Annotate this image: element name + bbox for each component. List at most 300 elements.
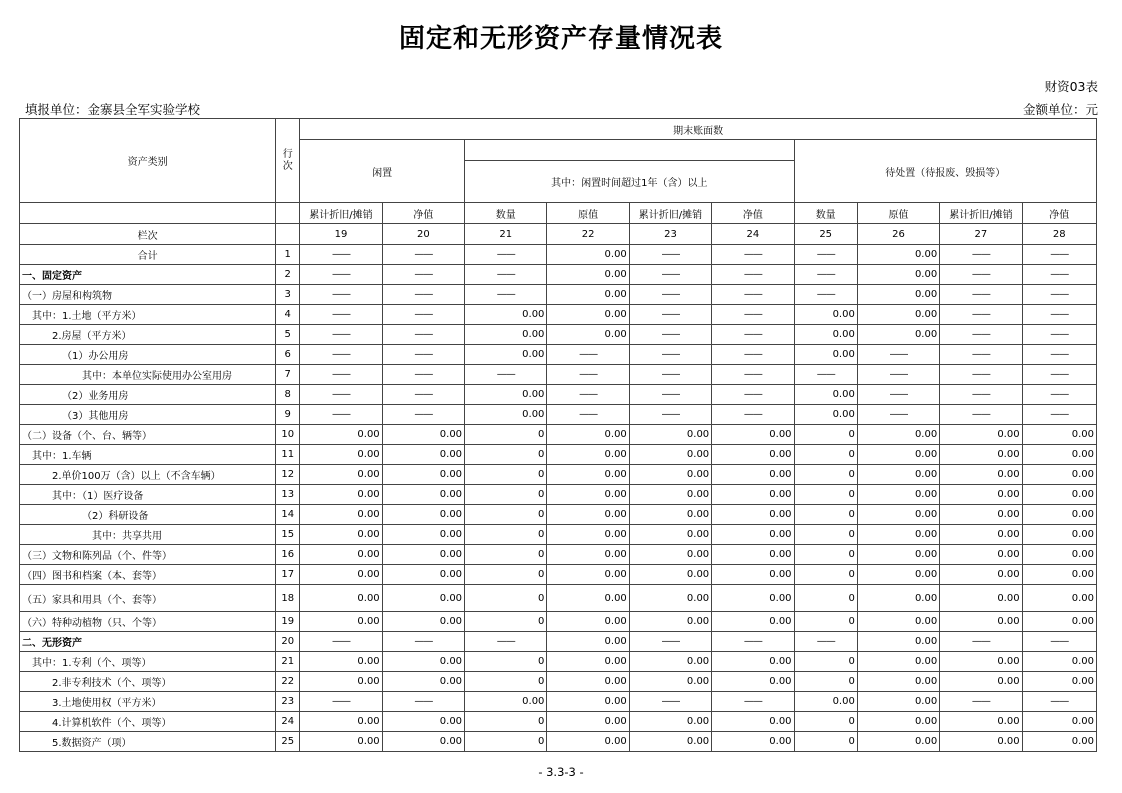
row-number: 23 bbox=[276, 692, 300, 712]
table-row bbox=[20, 692, 1097, 712]
table-cell: —— bbox=[629, 325, 711, 345]
header-sub-col: 净值 bbox=[1022, 203, 1096, 224]
header-line-no: 行次 bbox=[276, 119, 300, 203]
table-cell: 0.00 bbox=[1022, 672, 1096, 692]
table-cell: 0.00 bbox=[794, 345, 857, 365]
table-cell: 0.00 bbox=[382, 652, 464, 672]
table-cell: —— bbox=[940, 305, 1022, 325]
row-number: 18 bbox=[276, 585, 300, 612]
table-cell: —— bbox=[1022, 285, 1096, 305]
table-cell: 0.00 bbox=[794, 692, 857, 712]
row-number: 19 bbox=[276, 612, 300, 632]
table-row bbox=[20, 385, 1097, 405]
row-label: （三）文物和陈列品（个、件等） bbox=[20, 545, 276, 565]
row-label: 4.计算机软件（个、项等） bbox=[20, 712, 276, 732]
table-cell: —— bbox=[794, 285, 857, 305]
col-number: 23 bbox=[629, 224, 711, 245]
table-cell: —— bbox=[857, 365, 939, 385]
table-cell: —— bbox=[547, 345, 629, 365]
table-cell: 0.00 bbox=[382, 672, 464, 692]
table-cell: —— bbox=[547, 385, 629, 405]
row-label: 一、固定资产 bbox=[20, 265, 276, 285]
table-cell: —— bbox=[940, 385, 1022, 405]
row-number: 22 bbox=[276, 672, 300, 692]
header-sub-col: 累计折旧/摊销 bbox=[629, 203, 711, 224]
table-cell: 0.00 bbox=[712, 445, 794, 465]
table-row bbox=[20, 485, 1097, 505]
table-cell: 0.00 bbox=[465, 305, 547, 325]
table-cell: —— bbox=[382, 405, 464, 425]
table-cell: 0.00 bbox=[857, 485, 939, 505]
table-cell: —— bbox=[794, 365, 857, 385]
table-cell: 0.00 bbox=[857, 465, 939, 485]
table-cell: 0 bbox=[465, 652, 547, 672]
table-cell: 0.00 bbox=[382, 465, 464, 485]
table-cell: 0.00 bbox=[629, 732, 711, 752]
table-cell: 0.00 bbox=[300, 732, 382, 752]
row-number: 2 bbox=[276, 265, 300, 285]
row-label: （一）房屋和构筑物 bbox=[20, 285, 276, 305]
table-cell: 0.00 bbox=[629, 585, 711, 612]
table-cell: —— bbox=[1022, 385, 1096, 405]
table-cell: 0.00 bbox=[712, 672, 794, 692]
table-cell: —— bbox=[1022, 365, 1096, 385]
table-cell: 0.00 bbox=[382, 712, 464, 732]
table-row bbox=[20, 632, 1097, 652]
table-cell: —— bbox=[300, 692, 382, 712]
table-cell: 0.00 bbox=[629, 652, 711, 672]
table-cell: 0.00 bbox=[629, 525, 711, 545]
table-cell: 0.00 bbox=[300, 485, 382, 505]
table-cell: 0 bbox=[465, 545, 547, 565]
table-cell: 0.00 bbox=[940, 612, 1022, 632]
table-cell: 0.00 bbox=[547, 632, 629, 652]
row-label: 3.土地使用权（平方米） bbox=[20, 692, 276, 712]
table-cell: 0.00 bbox=[300, 585, 382, 612]
col-number: 19 bbox=[300, 224, 382, 245]
table-cell: —— bbox=[712, 632, 794, 652]
table-cell: 0.00 bbox=[857, 565, 939, 585]
row-label: （六）特种动植物（只、个等） bbox=[20, 612, 276, 632]
row-number: 10 bbox=[276, 425, 300, 445]
table-cell: 0.00 bbox=[629, 565, 711, 585]
row-label: （3）其他用房 bbox=[20, 405, 276, 425]
table-cell: 0.00 bbox=[382, 445, 464, 465]
table-cell: 0.00 bbox=[629, 612, 711, 632]
row-number: 15 bbox=[276, 525, 300, 545]
table-cell: 0.00 bbox=[794, 305, 857, 325]
table-row bbox=[20, 732, 1097, 752]
table-cell: —— bbox=[1022, 325, 1096, 345]
table-cell: 0.00 bbox=[712, 712, 794, 732]
table-cell: —— bbox=[629, 632, 711, 652]
table-row bbox=[20, 465, 1097, 485]
table-row bbox=[20, 652, 1097, 672]
table-cell: 0.00 bbox=[547, 612, 629, 632]
table-cell: 0.00 bbox=[465, 692, 547, 712]
table-cell: 0 bbox=[465, 732, 547, 752]
header-sub-col: 净值 bbox=[382, 203, 464, 224]
table-cell: —— bbox=[712, 385, 794, 405]
table-cell: —— bbox=[465, 632, 547, 652]
table-cell: 0 bbox=[794, 652, 857, 672]
col-number: 21 bbox=[465, 224, 547, 245]
table-cell: 0.00 bbox=[629, 445, 711, 465]
table-cell: —— bbox=[300, 385, 382, 405]
col-number: 25 bbox=[794, 224, 857, 245]
table-cell: 0.00 bbox=[629, 505, 711, 525]
table-cell: 0.00 bbox=[382, 505, 464, 525]
table-cell: 0.00 bbox=[629, 485, 711, 505]
table-row bbox=[20, 265, 1097, 285]
table-cell: —— bbox=[629, 285, 711, 305]
row-number: 17 bbox=[276, 565, 300, 585]
table-row bbox=[20, 585, 1097, 612]
table-row bbox=[20, 445, 1097, 465]
table-cell: 0.00 bbox=[940, 425, 1022, 445]
table-row bbox=[20, 545, 1097, 565]
col-number: 28 bbox=[1022, 224, 1096, 245]
table-cell: 0.00 bbox=[547, 245, 629, 265]
table-cell: 0.00 bbox=[712, 585, 794, 612]
header-sub-col: 累计折旧/摊销 bbox=[940, 203, 1022, 224]
table-cell: 0 bbox=[465, 712, 547, 732]
table-cell: —— bbox=[629, 365, 711, 385]
table-cell: 0.00 bbox=[712, 565, 794, 585]
row-label: 其中：1.车辆 bbox=[20, 445, 276, 465]
row-label: 2.房屋（平方米） bbox=[20, 325, 276, 345]
table-cell: —— bbox=[382, 285, 464, 305]
table-cell: 0.00 bbox=[1022, 585, 1096, 612]
table-cell: —— bbox=[382, 365, 464, 385]
row-number: 1 bbox=[276, 245, 300, 265]
table-cell: 0.00 bbox=[712, 425, 794, 445]
table-cell: 0.00 bbox=[940, 445, 1022, 465]
table-cell: 0.00 bbox=[300, 612, 382, 632]
table-cell: 0.00 bbox=[940, 525, 1022, 545]
table-cell: —— bbox=[1022, 692, 1096, 712]
table-row bbox=[20, 672, 1097, 692]
table-cell: 0.00 bbox=[857, 305, 939, 325]
table-cell: —— bbox=[382, 245, 464, 265]
table-cell: 0.00 bbox=[857, 632, 939, 652]
header-sub-col: 原值 bbox=[857, 203, 939, 224]
table-cell: —— bbox=[465, 245, 547, 265]
table-cell: —— bbox=[1022, 345, 1096, 365]
table-cell: 0.00 bbox=[300, 545, 382, 565]
table-cell: —— bbox=[382, 345, 464, 365]
table-row bbox=[20, 425, 1097, 445]
table-cell: 0.00 bbox=[712, 612, 794, 632]
table-cell: 0 bbox=[465, 525, 547, 545]
table-cell: 0.00 bbox=[300, 712, 382, 732]
table-cell: 0.00 bbox=[1022, 732, 1096, 752]
table-cell: 0 bbox=[794, 465, 857, 485]
table-cell: —— bbox=[300, 325, 382, 345]
table-cell: —— bbox=[857, 345, 939, 365]
table-cell: 0.00 bbox=[1022, 485, 1096, 505]
table-cell: 0.00 bbox=[382, 585, 464, 612]
table-cell: 0.00 bbox=[712, 465, 794, 485]
table-cell: 0.00 bbox=[547, 465, 629, 485]
row-number: 25 bbox=[276, 732, 300, 752]
table-cell: 0 bbox=[794, 732, 857, 752]
row-label: （五）家具和用具（个、套等） bbox=[20, 585, 276, 612]
table-cell: 0.00 bbox=[1022, 565, 1096, 585]
table-row bbox=[20, 505, 1097, 525]
table-cell: 0.00 bbox=[857, 692, 939, 712]
table-cell: —— bbox=[794, 632, 857, 652]
header-sub-col: 数量 bbox=[794, 203, 857, 224]
table-cell: —— bbox=[465, 365, 547, 385]
table-cell: 0.00 bbox=[857, 612, 939, 632]
table-cell: 0.00 bbox=[382, 425, 464, 445]
table-cell: 0.00 bbox=[382, 732, 464, 752]
table-cell: —— bbox=[629, 265, 711, 285]
row-number: 4 bbox=[276, 305, 300, 325]
table-cell: 0.00 bbox=[300, 565, 382, 585]
row-number: 14 bbox=[276, 505, 300, 525]
table-cell: 0.00 bbox=[547, 712, 629, 732]
page-footer: - 3.3-3 - bbox=[538, 765, 584, 779]
table-cell: —— bbox=[940, 345, 1022, 365]
table-cell: 0 bbox=[794, 712, 857, 732]
table-row bbox=[20, 305, 1097, 325]
table-cell: 0.00 bbox=[547, 585, 629, 612]
table-cell: 0.00 bbox=[629, 465, 711, 485]
header-idle-over-1yr: 其中：闲置时间超过1年（含）以上 bbox=[465, 161, 795, 203]
row-number: 3 bbox=[276, 285, 300, 305]
header-category: 资产类别 bbox=[20, 119, 276, 203]
col-number: 24 bbox=[712, 224, 794, 245]
table-row bbox=[20, 612, 1097, 632]
table-row bbox=[20, 405, 1097, 425]
table-row bbox=[20, 245, 1097, 265]
table-cell: 0.00 bbox=[712, 732, 794, 752]
table-cell: 0 bbox=[794, 585, 857, 612]
row-label: 5.数据资产（项） bbox=[20, 732, 276, 752]
table-cell: 0 bbox=[794, 505, 857, 525]
table-cell: 0.00 bbox=[382, 612, 464, 632]
table-cell: 0.00 bbox=[382, 545, 464, 565]
table-cell: 0.00 bbox=[629, 712, 711, 732]
table-cell: 0.00 bbox=[382, 485, 464, 505]
table-cell: —— bbox=[629, 405, 711, 425]
table-cell: 0.00 bbox=[547, 325, 629, 345]
table-cell: —— bbox=[712, 245, 794, 265]
header-period-end: 期末账面数 bbox=[300, 119, 1097, 140]
table-cell: —— bbox=[629, 385, 711, 405]
row-label: 2.非专利技术（个、项等） bbox=[20, 672, 276, 692]
table-cell: 0 bbox=[465, 505, 547, 525]
table-cell: 0.00 bbox=[712, 545, 794, 565]
table-cell: 0.00 bbox=[857, 525, 939, 545]
table-cell: 0.00 bbox=[547, 285, 629, 305]
table-cell: —— bbox=[712, 325, 794, 345]
header-spacer bbox=[465, 140, 630, 161]
row-label: （二）设备（个、台、辆等） bbox=[20, 425, 276, 445]
table-cell: —— bbox=[382, 385, 464, 405]
table-cell: 0.00 bbox=[857, 585, 939, 612]
table-cell: —— bbox=[940, 692, 1022, 712]
table-cell: 0.00 bbox=[300, 425, 382, 445]
table-cell: 0.00 bbox=[547, 732, 629, 752]
table-cell: —— bbox=[940, 632, 1022, 652]
table-cell: 0.00 bbox=[857, 245, 939, 265]
table-cell: —— bbox=[712, 365, 794, 385]
table-cell: 0.00 bbox=[712, 652, 794, 672]
header-idle: 闲置 bbox=[300, 140, 465, 203]
row-label: （2）业务用房 bbox=[20, 385, 276, 405]
table-cell: 0 bbox=[794, 545, 857, 565]
table-cell: 0 bbox=[794, 672, 857, 692]
table-cell: 0.00 bbox=[1022, 652, 1096, 672]
table-row bbox=[20, 325, 1097, 345]
table-cell: 0 bbox=[465, 485, 547, 505]
table-cell: —— bbox=[712, 405, 794, 425]
table-cell: 0.00 bbox=[300, 505, 382, 525]
table-cell: 0.00 bbox=[547, 672, 629, 692]
table-cell: —— bbox=[712, 305, 794, 325]
row-label: 其中：（1）医疗设备 bbox=[20, 485, 276, 505]
table-cell: —— bbox=[629, 305, 711, 325]
row-label: 二、无形资产 bbox=[20, 632, 276, 652]
table-cell: 0.00 bbox=[465, 325, 547, 345]
table-cell: 0.00 bbox=[857, 325, 939, 345]
table-cell: —— bbox=[794, 265, 857, 285]
table-cell: —— bbox=[465, 265, 547, 285]
table-cell: 0.00 bbox=[629, 672, 711, 692]
table-cell: 0.00 bbox=[465, 345, 547, 365]
table-cell: 0.00 bbox=[300, 652, 382, 672]
header-sub-col: 数量 bbox=[465, 203, 547, 224]
table-cell: 0.00 bbox=[1022, 505, 1096, 525]
row-label: 合计 bbox=[20, 245, 276, 265]
table-cell: —— bbox=[382, 265, 464, 285]
page-title: 固定和无形资产存量情况表 bbox=[398, 24, 723, 54]
table-cell: —— bbox=[712, 265, 794, 285]
table-cell: —— bbox=[1022, 265, 1096, 285]
form-number: 财资03表 bbox=[1044, 79, 1098, 94]
row-number: 9 bbox=[276, 405, 300, 425]
table-cell: —— bbox=[382, 305, 464, 325]
table-cell: —— bbox=[940, 245, 1022, 265]
table-cell: 0 bbox=[465, 445, 547, 465]
row-number: 7 bbox=[276, 365, 300, 385]
table-cell: —— bbox=[940, 405, 1022, 425]
table-cell: 0.00 bbox=[712, 525, 794, 545]
table-cell: —— bbox=[712, 285, 794, 305]
col-number-blank bbox=[276, 224, 300, 245]
table-cell: 0 bbox=[465, 612, 547, 632]
row-number: 24 bbox=[276, 712, 300, 732]
table-cell: 0.00 bbox=[857, 425, 939, 445]
col-number: 20 bbox=[382, 224, 464, 245]
table-cell: 0.00 bbox=[547, 652, 629, 672]
row-label: 其中：1.专利（个、项等） bbox=[20, 652, 276, 672]
table-cell: —— bbox=[382, 692, 464, 712]
row-number: 20 bbox=[276, 632, 300, 652]
table-cell: —— bbox=[712, 692, 794, 712]
table-cell: 0.00 bbox=[940, 545, 1022, 565]
table-cell: 0 bbox=[794, 445, 857, 465]
table-cell: 0.00 bbox=[1022, 525, 1096, 545]
table-cell: 0.00 bbox=[857, 712, 939, 732]
table-cell: —— bbox=[300, 345, 382, 365]
table-cell: —— bbox=[712, 345, 794, 365]
row-label: （1）办公用房 bbox=[20, 345, 276, 365]
table-cell: 0.00 bbox=[547, 425, 629, 445]
table-cell: —— bbox=[629, 245, 711, 265]
header-sub-col: 原值 bbox=[547, 203, 629, 224]
table-cell: —— bbox=[1022, 245, 1096, 265]
table-cell: 0 bbox=[794, 612, 857, 632]
table-cell: 0.00 bbox=[1022, 712, 1096, 732]
table-cell: 0.00 bbox=[857, 545, 939, 565]
table-cell: 0.00 bbox=[300, 465, 382, 485]
table-cell: —— bbox=[794, 245, 857, 265]
table-cell: 0.00 bbox=[300, 445, 382, 465]
col-number-label: 栏次 bbox=[20, 224, 276, 245]
row-label: （2）科研设备 bbox=[20, 505, 276, 525]
table-cell: —— bbox=[629, 345, 711, 365]
table-cell: 0.00 bbox=[940, 465, 1022, 485]
table-cell: —— bbox=[857, 385, 939, 405]
table-cell: —— bbox=[547, 365, 629, 385]
row-number: 11 bbox=[276, 445, 300, 465]
col-number: 26 bbox=[857, 224, 939, 245]
header-pending: 待处置（待报废、毁损等） bbox=[794, 140, 1096, 203]
table-cell: 0.00 bbox=[940, 565, 1022, 585]
table-cell: 0.00 bbox=[712, 505, 794, 525]
table-cell: —— bbox=[300, 285, 382, 305]
table-row bbox=[20, 365, 1097, 385]
table-cell: —— bbox=[300, 365, 382, 385]
table-cell: 0.00 bbox=[940, 652, 1022, 672]
header-category-blank bbox=[20, 203, 276, 224]
table-cell: 0.00 bbox=[940, 732, 1022, 752]
table-cell: —— bbox=[1022, 305, 1096, 325]
table-cell: —— bbox=[1022, 632, 1096, 652]
reporting-unit: 填报单位：金寨县全军实验学校 bbox=[25, 102, 201, 117]
table-cell: 0.00 bbox=[547, 692, 629, 712]
table-cell: —— bbox=[940, 265, 1022, 285]
table-cell: 0.00 bbox=[465, 405, 547, 425]
table-cell: —— bbox=[300, 405, 382, 425]
header-sub-col: 累计折旧/摊销 bbox=[300, 203, 382, 224]
table-cell: 0.00 bbox=[1022, 465, 1096, 485]
table-cell: 0.00 bbox=[857, 265, 939, 285]
header-spacer bbox=[629, 140, 794, 161]
table-cell: 0.00 bbox=[857, 732, 939, 752]
table-cell: 0 bbox=[465, 672, 547, 692]
table-cell: 0.00 bbox=[940, 585, 1022, 612]
table-cell: 0.00 bbox=[1022, 545, 1096, 565]
table-cell: 0.00 bbox=[940, 485, 1022, 505]
row-number: 6 bbox=[276, 345, 300, 365]
table-cell: 0.00 bbox=[794, 325, 857, 345]
row-label: 其中：1.土地（平方米） bbox=[20, 305, 276, 325]
table-cell: 0.00 bbox=[547, 305, 629, 325]
table-cell: 0 bbox=[465, 425, 547, 445]
table-cell: —— bbox=[940, 325, 1022, 345]
table-cell: 0 bbox=[465, 585, 547, 612]
table-cell: 0.00 bbox=[382, 525, 464, 545]
table-cell: 0.00 bbox=[547, 565, 629, 585]
amount-unit: 金额单位：元 bbox=[1022, 102, 1098, 117]
row-number: 13 bbox=[276, 485, 300, 505]
table-cell: 0.00 bbox=[547, 445, 629, 465]
